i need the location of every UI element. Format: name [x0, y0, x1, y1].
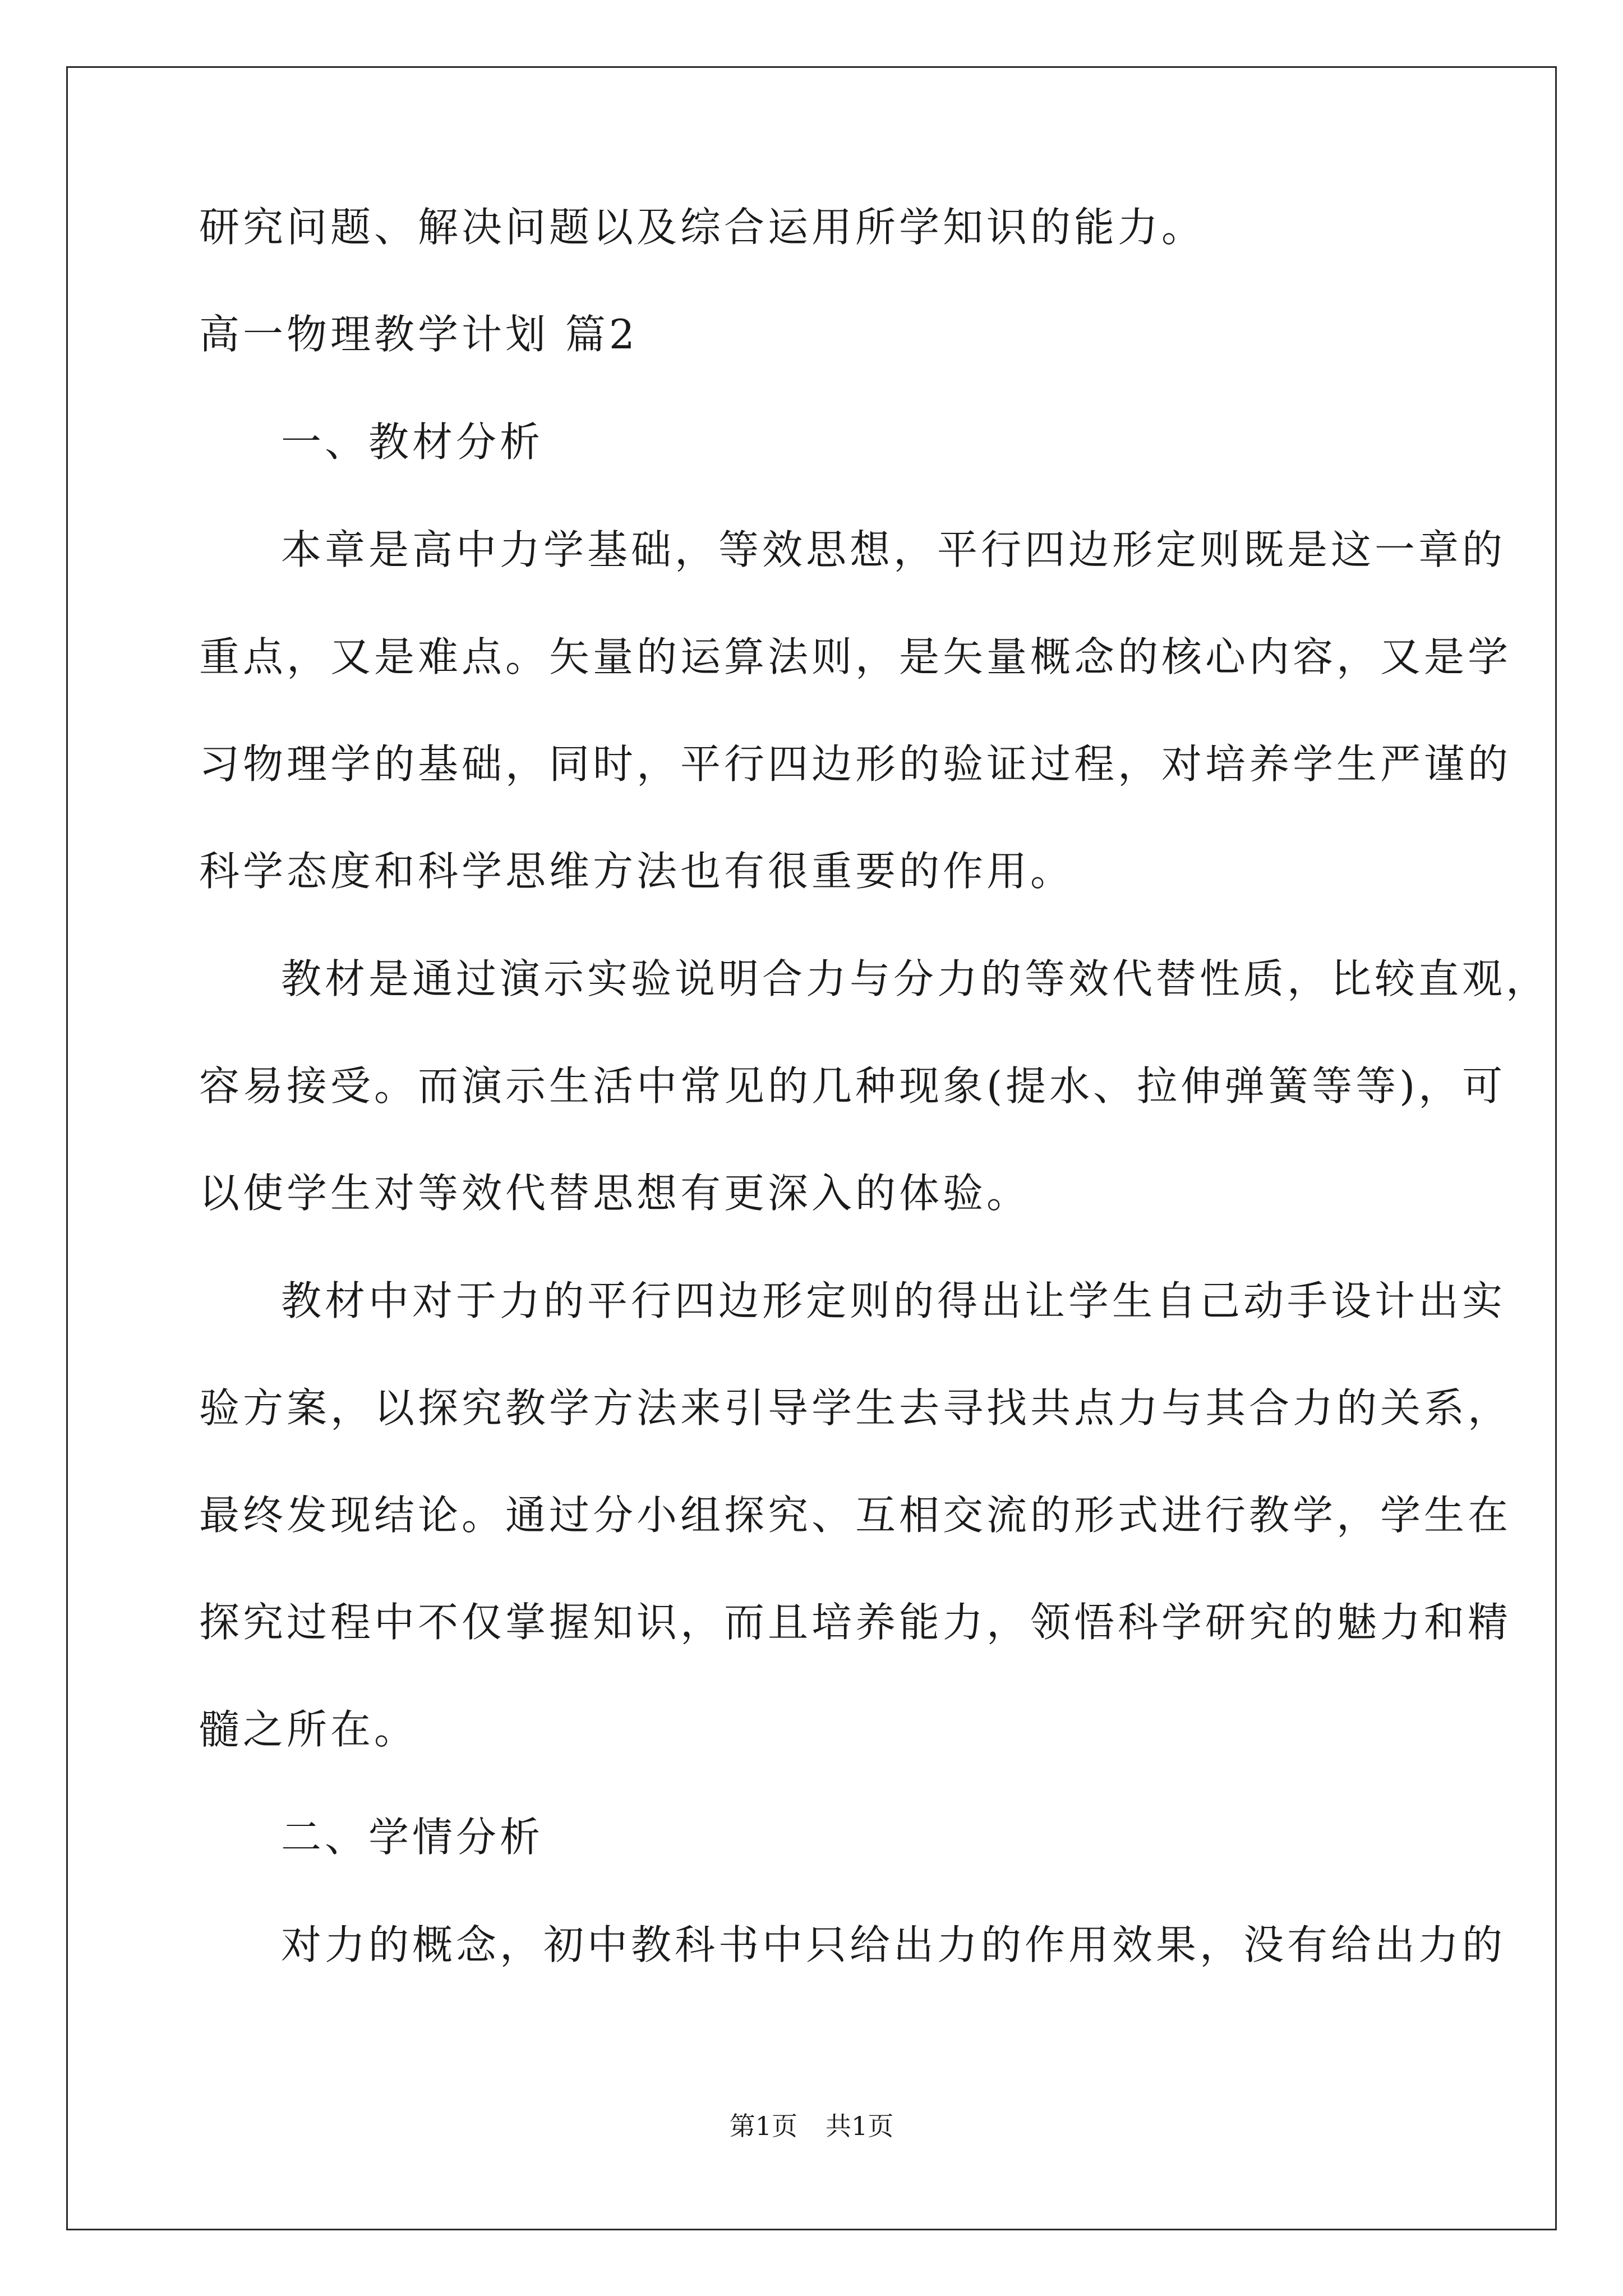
- paragraph-line: 最终发现结论。通过分小组探究、互相交流的形式进行教学，学生在: [199, 1492, 1512, 1539]
- paragraph-line: 本章是高中力学基础，等效思想，平行四边形定则既是这一章的: [281, 526, 1506, 573]
- opening-line: 研究问题、解决问题以及综合运用所学知识的能力。: [199, 204, 1206, 251]
- section-heading-student-analysis: 二、学情分析: [281, 1814, 544, 1861]
- paragraph-line: 以使学生对等效代替思想有更深入的体验。: [199, 1170, 1031, 1217]
- paragraph-line: 科学态度和科学思维方法也有很重要的作用。: [199, 848, 1075, 895]
- paragraph: [199, 522, 1512, 899]
- paragraph: [199, 1273, 1512, 1757]
- paragraph: [199, 951, 1550, 1221]
- document-body: [199, 199, 1550, 1973]
- document-title: 高一物理教学计划 篇2: [199, 311, 638, 358]
- paragraph-line: 习物理学的基础，同时，平行四边形的验证过程，对培养学生严谨的: [199, 740, 1512, 788]
- page-footer: [0, 2109, 1623, 2143]
- paragraph-line: 教材中对于力的平行四边形定则的得出让学生自己动手设计出实: [281, 1277, 1506, 1324]
- paragraph-line: 重点，又是难点。矢量的运算法则，是矢量概念的核心内容，又是学: [199, 633, 1512, 680]
- paragraph-line: 验方案，以探究教学方法来引导学生去寻找共点力与其合力的关系，: [199, 1384, 1512, 1432]
- paragraph-line: 容易接受。而演示生活中常见的几种现象(提水、拉伸弹簧等等)，可: [199, 1062, 1506, 1110]
- section-heading-textbook-analysis: 一、教材分析: [281, 418, 544, 466]
- paragraph-line: 探究过程中不仅掌握知识，而且培养能力，领悟科学研究的魅力和精: [199, 1599, 1512, 1646]
- page-total: 共1页: [826, 2111, 894, 2141]
- paragraph-line: 髓之所在。: [199, 1706, 418, 1753]
- paragraph-line: 教材是通过演示实验说明合力与分力的等效代替性质，比较直观，: [281, 955, 1550, 1002]
- page-number: 第1页: [729, 2111, 797, 2141]
- paragraph-line: 对力的概念，初中教科书中只给出力的作用效果，没有给出力的: [281, 1921, 1506, 1968]
